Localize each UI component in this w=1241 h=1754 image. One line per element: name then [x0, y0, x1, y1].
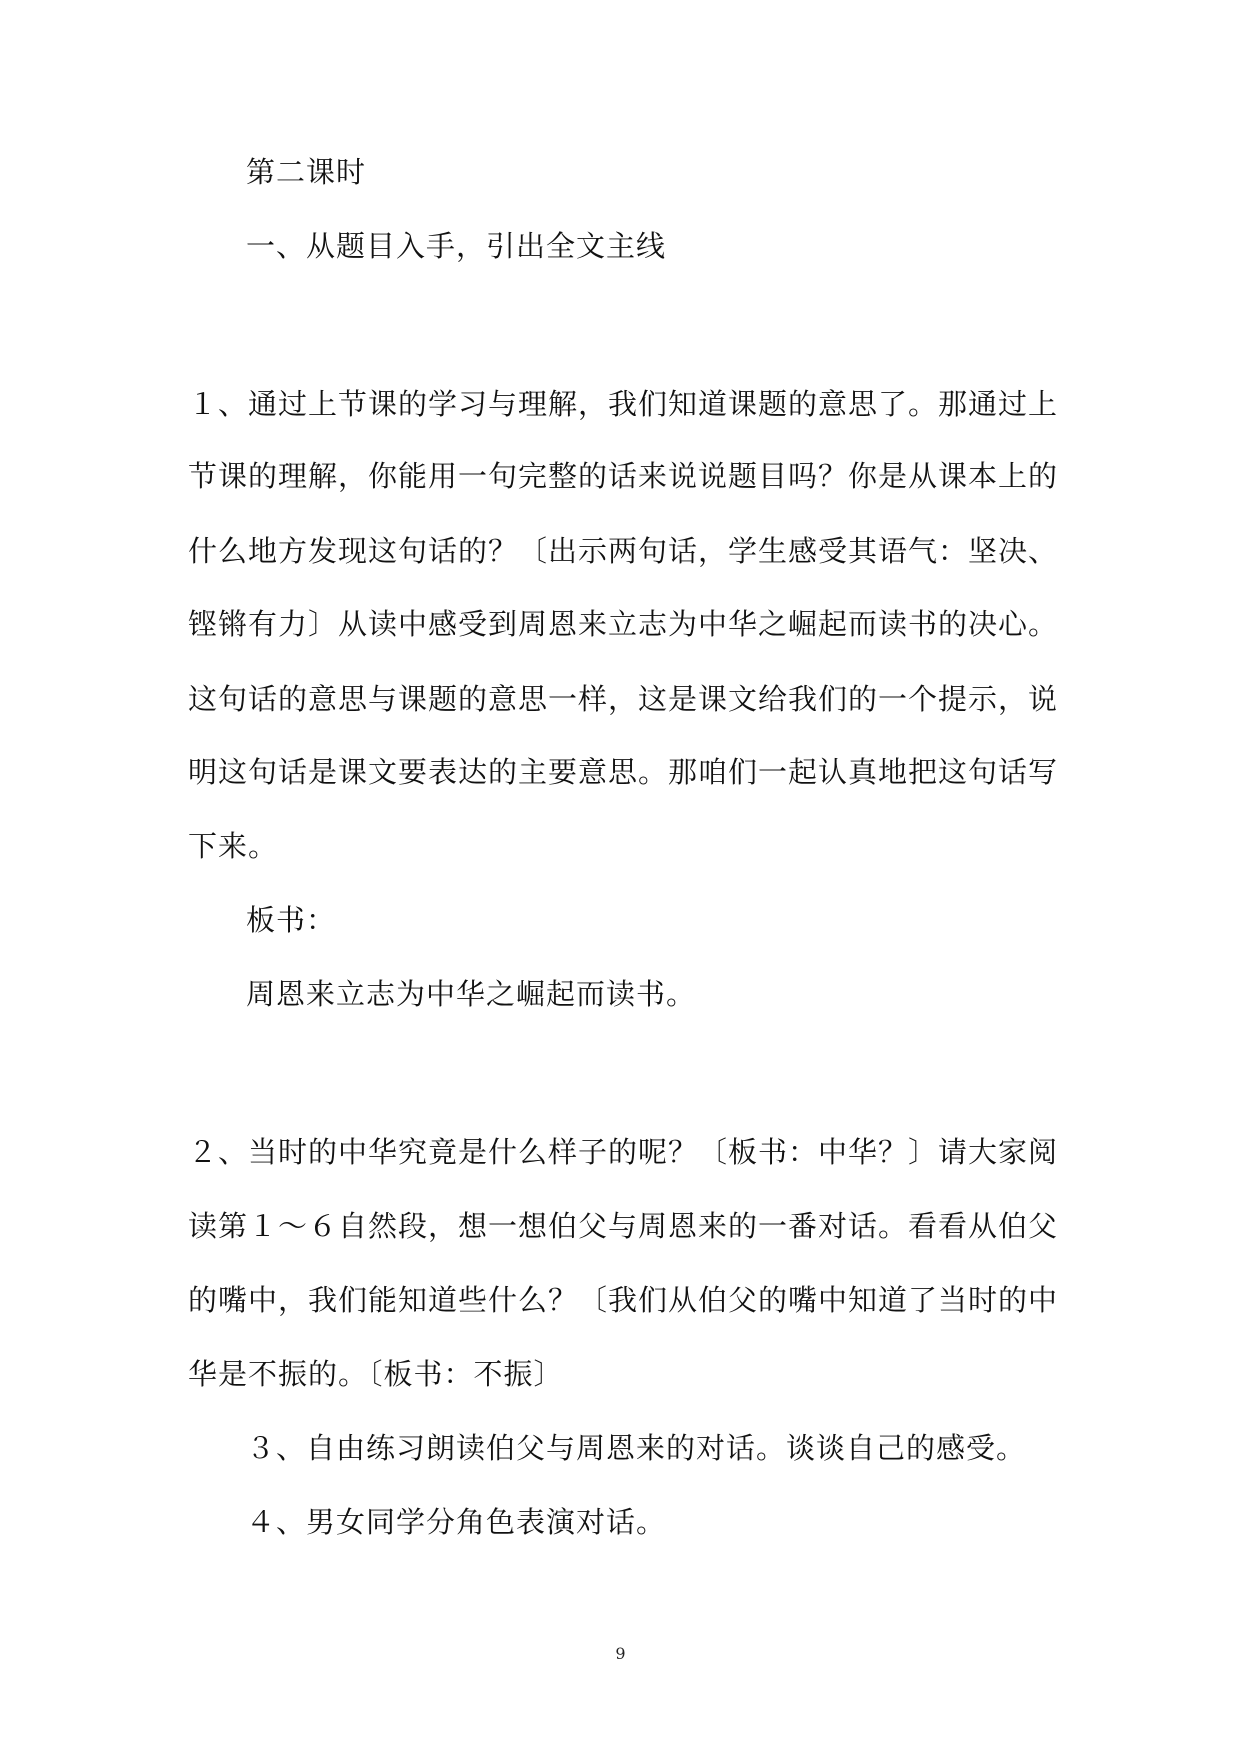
list-item-4: ４、男女同学分角色表演对话。	[246, 1505, 667, 1539]
paragraph-2-line: ２、当时的中华究竟是什么样子的呢？〔板书：中华？〕请大家阅	[188, 1135, 1059, 1169]
board-label: 板书：	[246, 903, 337, 937]
paragraph-1-line: １、通过上节课的学习与理解，我们知道课题的意思了。那通过上	[188, 387, 1059, 421]
paragraph-1-line: 这句话的意思与课题的意思一样，这是课文给我们的一个提示，说	[188, 682, 1059, 716]
paragraph-2-line: 读第１～６自然段，想一想伯父与周恩来的一番对话。看看从伯父	[188, 1209, 1059, 1243]
paragraph-1-line: 铿锵有力〕从读中感受到周恩来立志为中华之崛起而读书的决心。	[188, 607, 1059, 641]
paragraph-1-line: 节课的理解，你能用一句完整的话来说说题目吗？你是从课本上的	[188, 459, 1059, 493]
lesson-title: 第二课时	[246, 155, 367, 189]
paragraph-1-line: 什么地方发现这句话的？〔出示两句话，学生感受其语气：坚决、	[188, 534, 1059, 568]
paragraph-2-line: 的嘴中，我们能知道些什么？〔我们从伯父的嘴中知道了当时的中	[188, 1283, 1059, 1317]
page-number: 9	[615, 1644, 626, 1663]
paragraph-2-line: 华是不振的。〔板书：不振〕	[188, 1357, 564, 1391]
list-item-3: ３、自由练习朗读伯父与周恩来的对话。谈谈自己的感受。	[246, 1431, 1027, 1465]
board-content: 周恩来立志为中华之崛起而读书。	[246, 977, 697, 1011]
section-heading: 一、从题目入手，引出全文主线	[246, 229, 667, 263]
paragraph-1-line: 明这句话是课文要表达的主要意思。那咱们一起认真地把这句话写	[188, 755, 1059, 789]
paragraph-1-line: 下来。	[188, 829, 279, 863]
